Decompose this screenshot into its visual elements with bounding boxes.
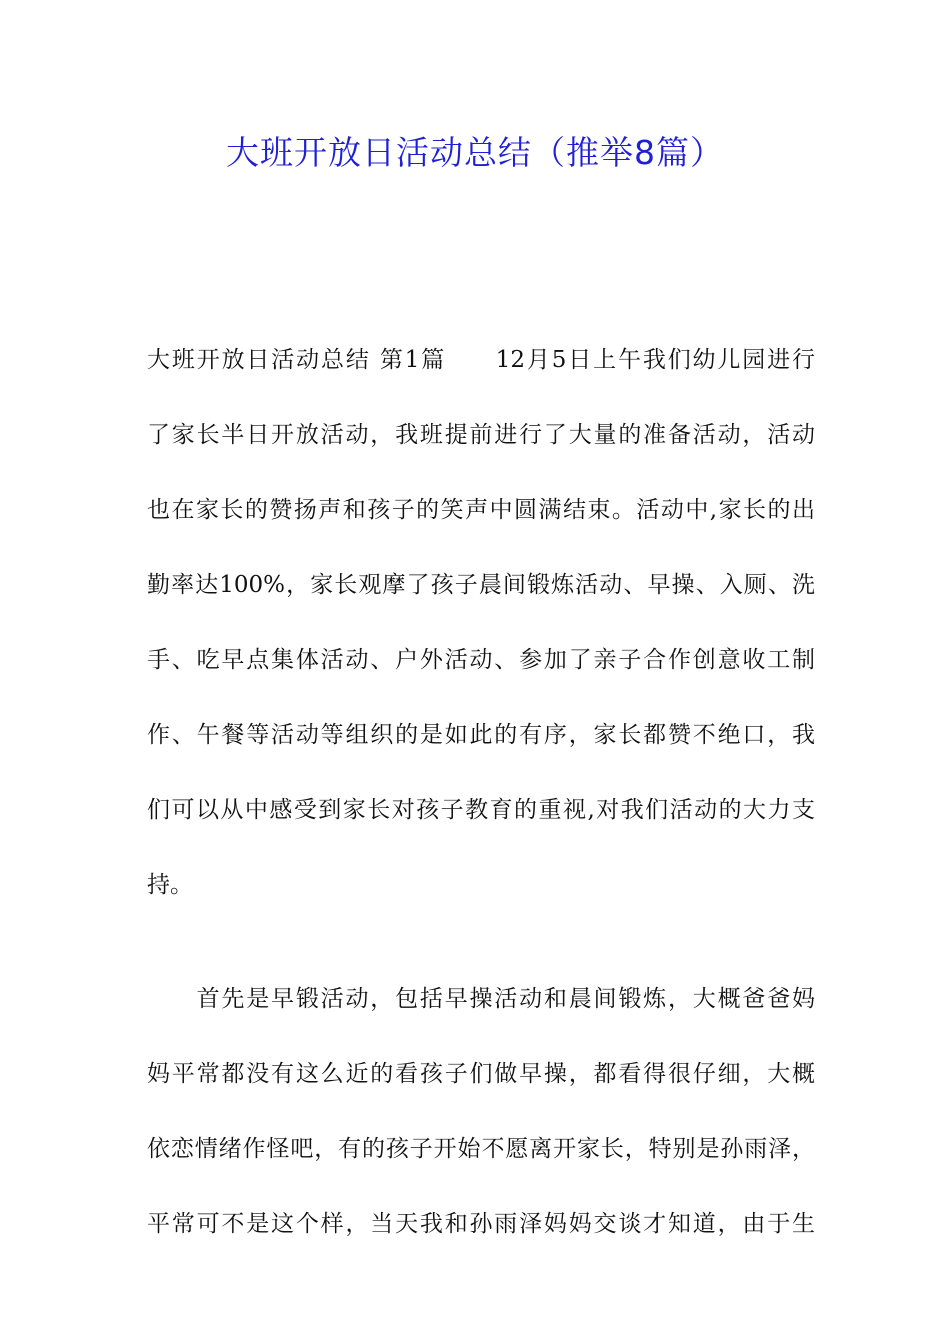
text-line: 平常可不是这个样，当天我和孙雨泽妈妈交谈才知道，由于生 bbox=[147, 1211, 815, 1237]
paragraph-1 bbox=[147, 340, 815, 940]
text-line: 了家长半日开放活动，我班提前进行了大量的准备活动，活动 bbox=[147, 422, 815, 448]
text-line: 妈平常都没有这么近的看孩子们做早操，都看得很仔细，大概 bbox=[147, 1061, 815, 1087]
text-line: 勤率达100%，家长观摩了孩子晨间锻炼活动、早操、入厕、洗 bbox=[147, 572, 815, 598]
text-line: 大班开放日活动总结 第1篇 12月5日上午我们幼儿园进行 bbox=[147, 347, 815, 373]
text-line: 持。 bbox=[147, 872, 193, 898]
text-line: 手、吃早点集体活动、户外活动、参加了亲子合作创意收工制 bbox=[147, 647, 815, 673]
text-line: 首先是早锻活动，包括早操活动和晨间锻炼，大概爸爸妈 bbox=[147, 986, 815, 1012]
text-line: 也在家长的赞扬声和孩子的笑声中圆满结束。活动中,家长的出 bbox=[147, 497, 815, 523]
text-line: 依恋情绪作怪吧，有的孩子开始不愿离开家长，特别是孙雨泽， bbox=[147, 1136, 815, 1162]
document-title: 大班开放日活动总结（推举8篇） bbox=[226, 133, 724, 172]
paragraph-gap bbox=[147, 940, 815, 979]
text-line: 作、午餐等活动等组织的是如此的有序，家长都赞不绝口，我 bbox=[147, 722, 815, 748]
text-line: 们可以从中感受到家长对孩子教育的重视,对我们活动的大力支 bbox=[147, 797, 815, 823]
document-body bbox=[147, 340, 815, 1279]
paragraph-2 bbox=[147, 979, 815, 1279]
